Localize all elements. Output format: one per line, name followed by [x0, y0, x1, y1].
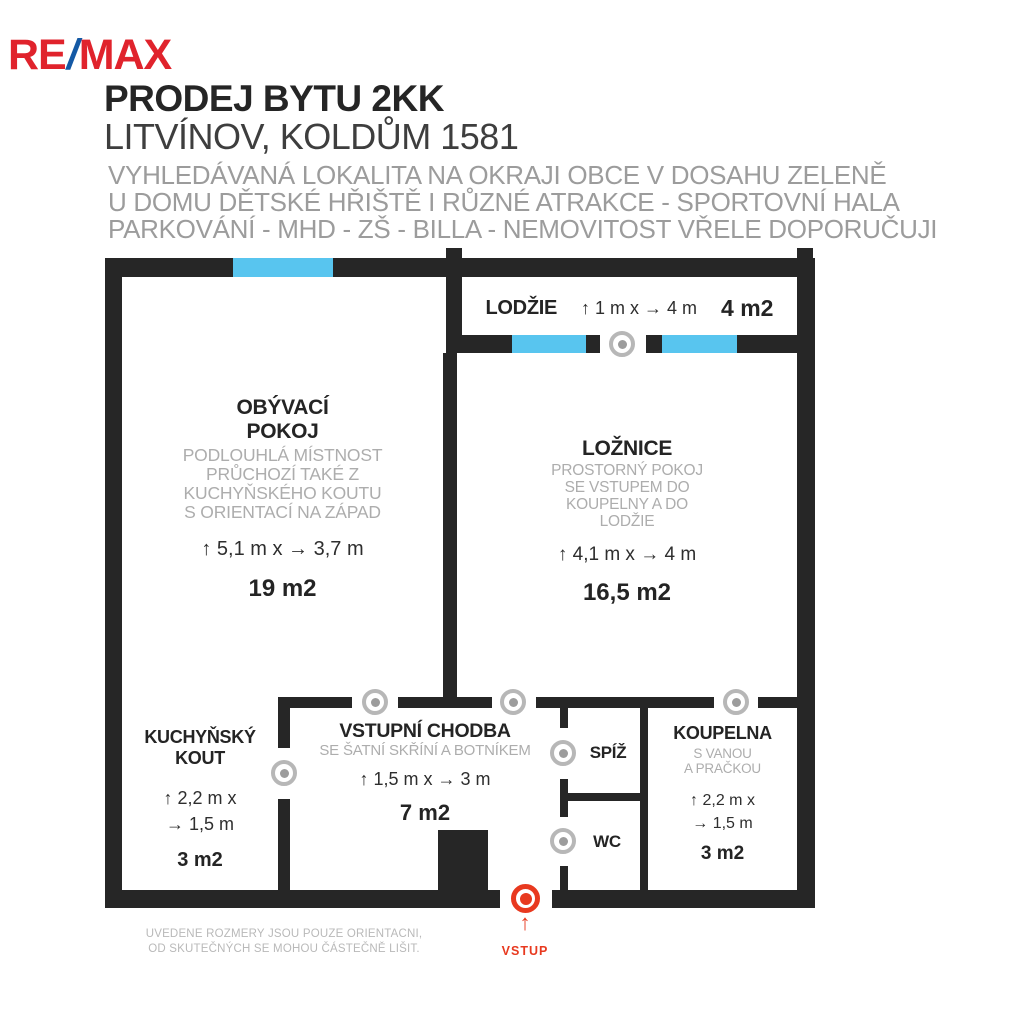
room-dimensions: ↑ 4,1 m x → 4 m	[557, 544, 697, 565]
room-name: POKOJ	[246, 420, 319, 443]
room-dimensions: ↑ 5,1 m x → 3,7 m	[201, 538, 364, 560]
room-area: 3 m2	[177, 849, 223, 871]
room-loznice	[457, 437, 797, 607]
door-icon	[609, 331, 635, 357]
wall	[646, 335, 662, 353]
door-icon	[550, 740, 576, 766]
door-icon	[362, 689, 388, 715]
room-dimensions: ↑ 2,2 m x	[163, 788, 237, 808]
entrance-marker-icon	[511, 884, 540, 913]
description-line: U DOMU DĚTSKÉ HŘIŠTĚ I RŮZNÉ ATRAKCE - SPORTOVNÍ HALA	[108, 187, 900, 217]
wall	[446, 335, 512, 353]
room-description: S VANOU	[693, 746, 752, 761]
room-description: SE ŠATNÍ SKŘÍNÍ A BOTNÍKEM	[319, 742, 531, 759]
window	[233, 258, 333, 277]
wall	[105, 890, 500, 908]
door-icon	[723, 689, 749, 715]
description-line: VYHLEDÁVANÁ LOKALITA NA OKRAJI OBCE V DOSAHU ZELENĚ	[108, 160, 887, 190]
wall	[105, 258, 233, 277]
room-name: VSTUPNÍ CHODBA	[339, 720, 511, 742]
disclaimer-line: OD SKUTEČNÝCH SE MOHOU ČÁSTEČNĚ LIŠIT.	[148, 943, 420, 955]
room-area: 7 m2	[399, 800, 451, 825]
wall	[278, 799, 290, 890]
room-name: KUCHYŇSKÝ	[144, 727, 256, 747]
room-name: LOŽNICE	[581, 437, 673, 460]
wall	[560, 866, 568, 890]
room-description: KUCHYŇSKÉHO KOUTU	[183, 483, 382, 503]
room-description: PROSTORNÝ POKOJ	[551, 462, 703, 479]
room-wc: WC	[593, 832, 621, 851]
room-description: KOUPELNY A DO	[565, 496, 689, 513]
room-area: 19 m2	[248, 575, 317, 602]
room-description: SE VSTUPEM DO	[564, 479, 690, 496]
logo-max: MAX	[78, 31, 172, 79]
room-name: OBÝVACÍ	[236, 396, 329, 419]
room-description: A PRAČKOU	[684, 761, 761, 776]
room-dimensions: → 1,5 m	[165, 814, 235, 834]
page-title: PRODEJ BYTU 2KK	[104, 78, 444, 119]
disclaimer	[118, 927, 450, 957]
wall	[105, 258, 122, 908]
room-kuchynsky-kout	[122, 727, 278, 872]
window	[512, 335, 586, 353]
entrance-label: VSTUP	[501, 944, 549, 958]
wall	[797, 258, 815, 908]
disclaimer-line: UVEDENE ROZMERY JSOU POUZE ORIENTACNI,	[145, 928, 423, 940]
room-description: LODŽIE	[599, 513, 655, 530]
wall	[560, 793, 648, 801]
logo-re: RE	[8, 31, 66, 79]
wall	[398, 697, 492, 708]
entrance-arrow-icon: ↑	[519, 910, 531, 935]
room-dimensions: ↑ 2,2 m x	[690, 792, 755, 809]
wall	[586, 335, 600, 353]
wall	[560, 708, 568, 728]
wall	[333, 258, 815, 277]
description-line: PARKOVÁNÍ - MHD - ZŠ - BILLA - NEMOVITOST VŘELE DOPORUČUJI	[108, 214, 938, 244]
wall	[552, 890, 815, 908]
room-area: 3 m2	[700, 843, 745, 864]
wall	[443, 353, 457, 708]
wall	[737, 335, 815, 353]
room-koupelna	[648, 723, 797, 865]
room-obyvaci-pokoj	[122, 396, 443, 603]
wall	[536, 697, 714, 708]
room-area: 16,5 m2	[582, 579, 672, 606]
room-description: PODLOUHLÁ MÍSTNOST	[182, 445, 383, 465]
door-icon	[550, 828, 576, 854]
door-icon	[271, 760, 297, 786]
room-vstupni-chodba	[290, 720, 560, 826]
room-name: LODŽIE	[485, 296, 558, 319]
room-dimensions: ↑ 1 m x → 4 m	[581, 297, 698, 318]
room-lodzie	[462, 290, 797, 326]
room-name: KOUPELNA	[673, 723, 772, 743]
wall	[278, 697, 290, 748]
wall	[640, 708, 648, 890]
room-name: KOUT	[175, 748, 225, 768]
page-subtitle: LITVÍNOV, KOLDŮM 1581	[104, 116, 519, 157]
logo-slash-icon: /	[66, 31, 78, 79]
room-spiz: SPÍŽ	[589, 743, 627, 762]
room-area: 4 m2	[721, 294, 774, 321]
room-dimensions: ↑ 1,5 m x → 3 m	[359, 769, 491, 789]
room-dimensions: → 1,5 m	[692, 815, 753, 832]
door-icon	[500, 689, 526, 715]
room-description: PRŮCHOZÍ TAKÉ Z	[206, 464, 359, 484]
wall	[758, 697, 797, 708]
window	[662, 335, 737, 353]
wall-pillar	[438, 830, 488, 890]
room-description: S ORIENTACÍ NA ZÁPAD	[184, 502, 381, 522]
